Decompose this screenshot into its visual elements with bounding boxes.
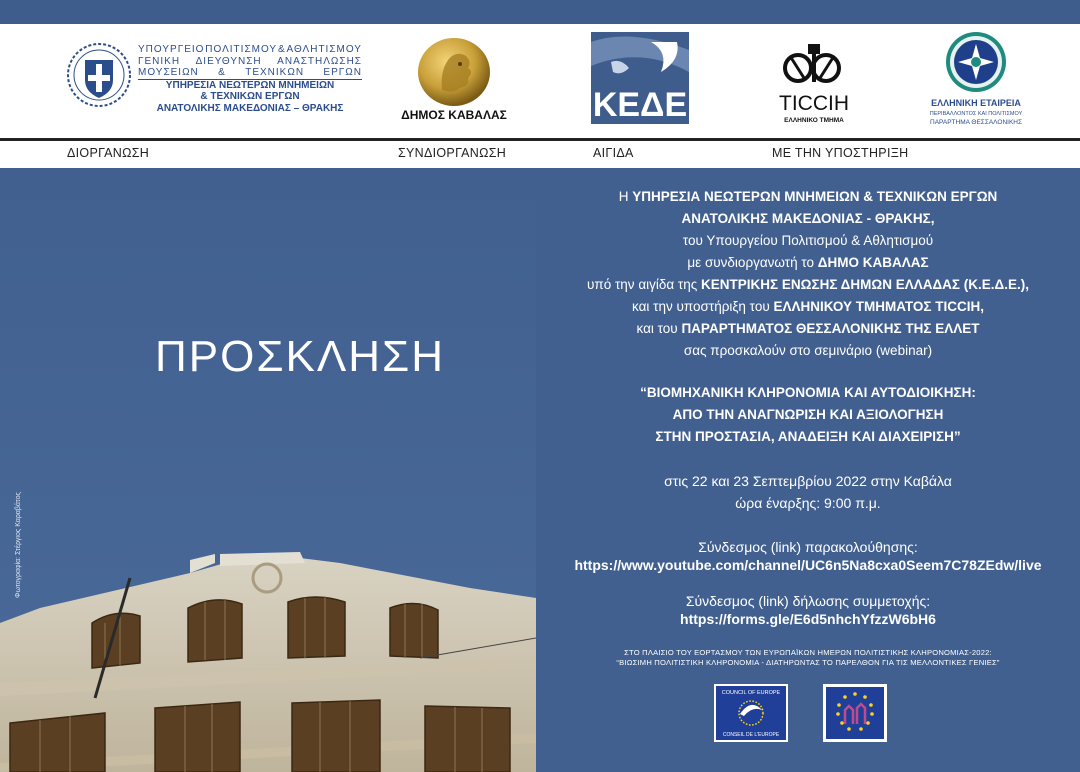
ellet-branch: ΠΑΡΑΡΤΗΜΑ ΘΕΣΣΑΛΟΝΙΚΗΣ [930, 119, 1022, 126]
role-labels [0, 141, 1080, 168]
seminar-title-3: ΣΤΗΝ ΠΡΟΣΤΑΣΙΑ, ΑΝΑΔΕΙΞΗ ΚΑΙ ΔΙΑΧΕΙΡΙΣΗ” [655, 429, 961, 444]
register-link[interactable]: https://forms.gle/E6d5nhchYfzzW6bH6 [680, 611, 936, 627]
ministry-word: ΤΕΧΝΙΚΩΝ [245, 67, 305, 78]
ministry-line-1 [138, 44, 362, 56]
ministry-word: ΔΙΕΥΘΥΝΣΗ [195, 55, 262, 67]
framework-line-1: ΣΤΟ ΠΛΑΙΣΙΟ ΤΟΥ ΕΟΡΤΑΣΜΟΥ ΤΩΝ ΕΥΡΩΠΑΪΚΩΝ ΗΜΕΡΩΝ ΠΟΛΙΤΙΣΤΙΚΗΣ ΚΛΗΡΟΝΟΜΙΑΣ-2022: [624, 648, 992, 657]
body-line-7: και του ΠΑΡΑΡΤΗΜΑΤΟΣ ΘΕΣΣΑΛΟΝΙΚΗΣ ΤΗΣ ΕΛΛΕΤ [636, 321, 980, 336]
body-line-2: ΑΝΑΤΟΛΙΚΗΣ ΜΑΚΕΔΟΝΙΑΣ - ΘΡΑΚΗΣ, [681, 211, 935, 226]
ministry-word: ΓΕΝΙΚΗ [138, 55, 181, 67]
ministry-word: & [277, 44, 286, 55]
watch-link-label: Σύνδεσμος (link) παρακολούθησης: [698, 539, 918, 555]
auspices-label: ΑΙΓΙΔΑ [593, 146, 634, 160]
coe-top-text: COUNCIL OF EUROPE [721, 690, 781, 696]
body-line-3: του Υπουργείου Πολιτισμού & Αθλητισμού [682, 233, 934, 248]
body-line-6: και την υποστήριξη του ΕΛΛΗΝΙΚΟΥ ΤΜΗΜΑΤΟΣ TICCIH, [632, 299, 984, 314]
ministry-line-3 [138, 67, 362, 80]
european-heritage-days-logo [823, 684, 887, 742]
ministry-word: & [218, 67, 226, 78]
watch-link[interactable]: https://www.youtube.com/channel/UC6n5Na8cxa0Seem7C78ZEdw/live [574, 557, 1042, 573]
body-line-4: με συνδιοργανωτή το ΔΗΜΟ ΚΑΒΑΛΑΣ [687, 255, 929, 270]
event-date: στις 22 και 23 Σεπτεμβρίου 2022 στην Καβάλα [664, 473, 952, 489]
ministry-word: ΕΡΓΩΝ [323, 67, 362, 78]
ellet-subtitle: ΠΕΡΙΒΑΛΛΟΝΤΟΣ ΚΑΙ ΠΟΛΙΤΙΣΜΟΥ [929, 111, 1023, 117]
photo-credit-text: Φωτογραφία: Στέργιος Καραβάτος [15, 492, 22, 598]
greek-emblem-icon [66, 42, 132, 108]
kede-logo [591, 32, 689, 124]
council-of-europe-logo [714, 684, 788, 742]
kede-text: ΚΕΔΕ [592, 86, 688, 124]
top-band [0, 0, 1080, 24]
ticcih-text: TICCIH [779, 92, 849, 115]
ministry-word: ΠΟΛΙΤΙΣΜΟΥ [205, 44, 278, 55]
ministry-service-line-2: & ΤΕΧΝΙΚΩΝ ΕΡΓΩΝ [200, 91, 300, 102]
register-link-label: Σύνδεσμος (link) δήλωσης συμμετοχής: [685, 593, 931, 609]
ministry-line-2 [138, 56, 362, 68]
ticcih-subtitle: ΕΛΛΗΝΙΚΟ ΤΜΗΜΑ [784, 117, 844, 124]
body-line-1: Η ΥΠΗΡΕΣΙΑ ΝΕΩΤΕΡΩΝ ΜΝΗΜΕΙΩΝ & ΤΕΧΝΙΚΩΝ ΕΡΓΩΝ [618, 189, 998, 204]
ministry-word: ΑΘΛΗΤΙΣΜΟΥ [286, 44, 362, 55]
ministry-word: ΜΟΥΣΕΙΩΝ [138, 67, 199, 78]
photo-credit [9, 470, 29, 610]
event-time: ώρα έναρξης: 9:00 π.μ. [735, 495, 881, 511]
coe-bottom-text: CONSEIL DE L'EUROPE [722, 732, 780, 738]
invitation-title: ΠΡΟΣΚΛΗΣΗ [154, 332, 446, 381]
invitation-body [536, 168, 1080, 772]
ellet-name: ΕΛΛΗΝΙΚΗ ΕΤΑΙΡΕΙΑ [931, 98, 1021, 108]
seminar-title-1: “ΒΙΟΜΗΧΑΝΙΚΗ ΚΛΗΡΟΝΟΜΙΑ ΚΑΙ ΑΥΤΟΔΙΟΙΚΗΣΗ: [640, 385, 976, 400]
support-label: ΜΕ ΤΗΝ ΥΠΟΣΤΗΡΙΞΗ [772, 146, 909, 160]
framework-line-2: “ΒΙΩΣΙΜΗ ΠΟΛΙΤΙΣΤΙΚΗ ΚΛΗΡΟΝΟΜΙΑ - ΔΙΑΤΗΡΩΝΤΑΣ ΤΟ ΠΑΡΕΛΘΟΝ ΓΙΑ ΤΙΣ ΜΕΛΛΟΝΤΙΚΕΣ ΓΕΝΙΕΣ” [616, 658, 1000, 667]
ministry-service-line-1: ΥΠΗΡΕΣΙΑ ΝΕΩΤΕΡΩΝ ΜΝΗΜΕΙΩΝ [165, 79, 335, 91]
organizer-label: ΔΙΟΡΓΑΝΩΣΗ [67, 146, 150, 160]
ministry-name [138, 44, 362, 114]
ministry-word: ΥΠΟΥΡΓΕΙΟ [138, 44, 205, 55]
ministry-service-line-3: ΑΝΑΤΟΛΙΚΗΣ ΜΑΚΕΔΟΝΙΑΣ – ΘΡΑΚΗΣ [156, 102, 344, 114]
body-line-8: σας προσκαλούν στο σεμινάριο (webinar) [683, 343, 933, 358]
ministry-word: ΑΝΑΣΤΗΛΩΣΗΣ [277, 55, 362, 67]
kavala-coin-logo [414, 32, 494, 112]
co-organizer-label: ΣΥΝΔΙΟΡΓΑΝΩΣΗ [398, 146, 507, 160]
body-line-5: υπό την αιγίδα της ΚΕΝΤΡΙΚΗΣ ΕΝΩΣΗΣ ΔΗΜΩΝ ΕΛΛΑΔΑΣ (Κ.Ε.Δ.Ε.), [587, 277, 1029, 292]
building-photo [0, 168, 536, 772]
seminar-title-2: ΑΠΟ ΤΗΝ ΑΝΑΓΝΩΡΙΣΗ ΚΑΙ ΑΞΙΟΛΟΓΗΣΗ [672, 407, 944, 422]
logo-bar [0, 24, 1080, 138]
ellet-logo [922, 28, 1030, 130]
dimos-kavalas-label: ΔΗΜΟΣ ΚΑΒΑΛΑΣ [401, 108, 507, 122]
ticcih-logo [770, 38, 858, 128]
